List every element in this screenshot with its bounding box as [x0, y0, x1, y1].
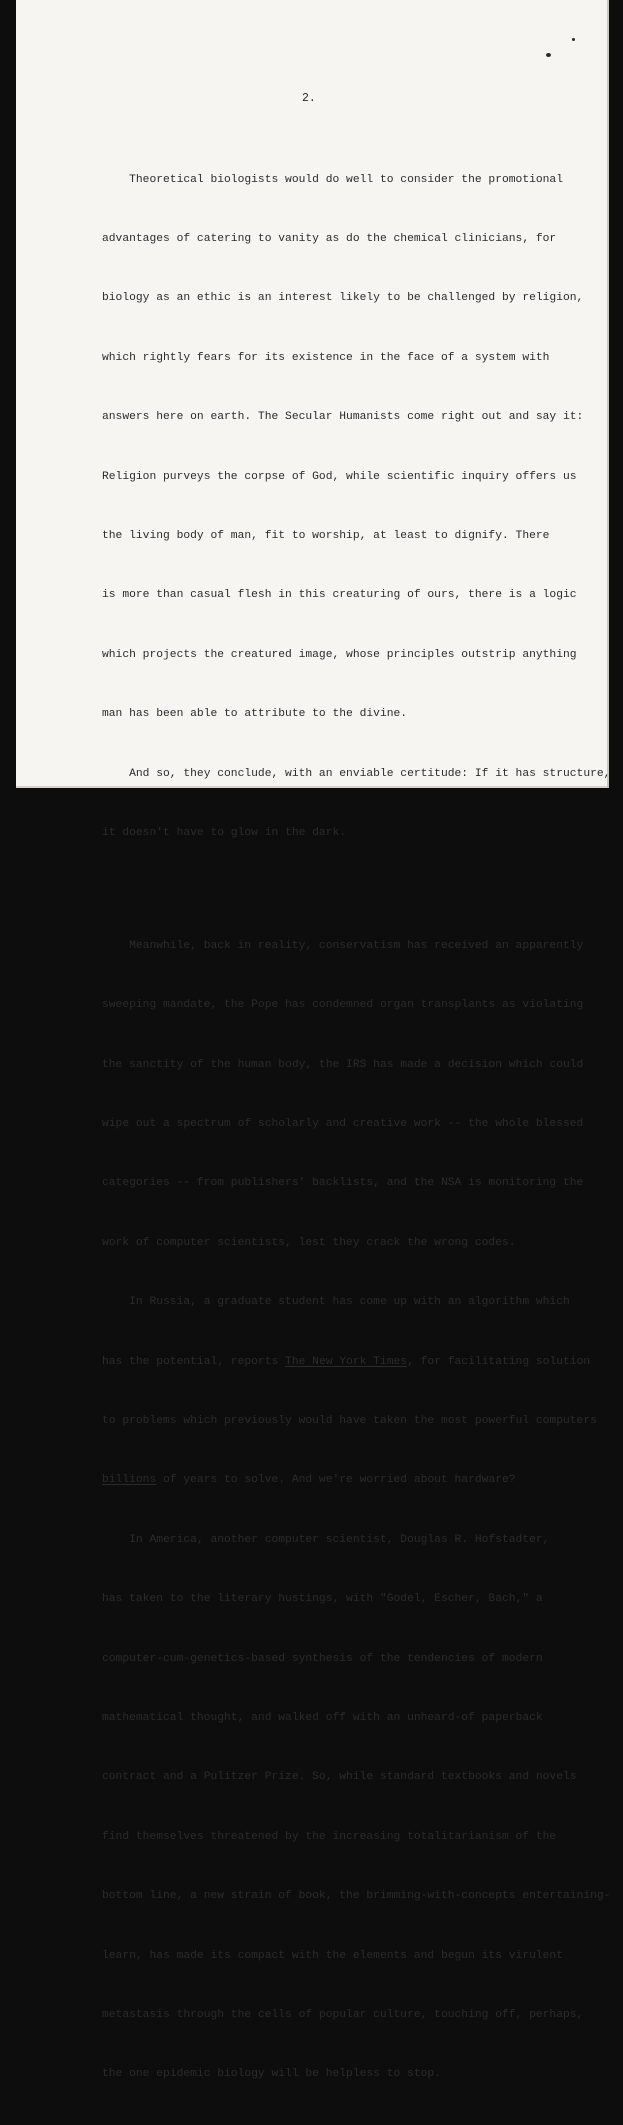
text-line: the sanctity of the human body, the IRS has made a decision which could — [102, 1058, 584, 1071]
text-line: And so, they conclude, with an enviable certitude: If it has structure, — [102, 767, 611, 780]
text-line: sweeping mandate, the Pope has condemned organ transplants as violating — [102, 999, 584, 1012]
text-line: Religion purveys the corpse of God, while scientific inquiry offers us — [102, 470, 577, 483]
text-line: Meanwhile, back in reality, conservatism has received an apparently — [102, 939, 584, 952]
text-line: has taken to the literary hustings, with "Godel, Escher, Bach," a — [102, 1593, 543, 1606]
text-line: categories -- from publishers' backlists, and the NSA is monitoring the — [102, 1177, 584, 1190]
text-line: find themselves threatened by the increasing totalitarianism of the — [102, 1830, 557, 1843]
text-line: it doesn't have to glow in the dark. — [102, 826, 347, 839]
text-line: answers here on earth. The Secular Humanists come right out and say it: — [102, 411, 584, 424]
text-line: In America, another computer scientist, Douglas R. Hofstadter, — [102, 1533, 550, 1546]
text-line: to problems which previously would have taken the most powerful computers — [102, 1415, 597, 1427]
text-line: mathematical thought, and walked off with an unheard-of paperback — [102, 1711, 543, 1724]
text-run: of years to solve. And we're worried about hardware? — [156, 1474, 516, 1487]
ink-speck — [572, 38, 575, 41]
page-number: 2. — [302, 92, 316, 105]
document-page — [16, 0, 611, 2081]
text-line: metastasis through the cells of popular culture, touching off, perhaps, — [102, 2008, 584, 2021]
text-line: In Russia, a graduate student has come up with an algorithm which — [102, 1296, 570, 1309]
text-line: man has been able to attribute to the divine. — [102, 708, 408, 721]
paragraph-gap — [102, 883, 562, 897]
text-line: advantages of catering to vanity as do the chemical clinicians, for — [102, 232, 557, 245]
text-line — [102, 1353, 591, 1373]
ink-speck — [546, 53, 551, 57]
text-line: biology as an ethic is an interest likely to be challenged by religion, — [102, 292, 584, 305]
text-line: contract and a Pulitzer Prize. So, while standard textbooks and novels — [102, 1771, 577, 1784]
text-line: bottom line, a new strain of book, the brimming-with-concepts entertaining- — [102, 1890, 611, 1903]
underlined-word: billions — [102, 1474, 157, 1487]
text-line: is more than casual flesh in this creaturing of ours, there is a logic — [102, 589, 577, 602]
text-line: which projects the creatured image, whose principles outstrip anything — [102, 648, 577, 661]
text-line: wipe out a spectrum of scholarly and creative work -- the whole blessed — [102, 1118, 584, 1131]
text-line: the living body of man, fit to worship, at least to dignify. There — [102, 529, 550, 542]
text-run: , for facilitating solution — [407, 1355, 591, 1368]
text-line: Theoretical biologists would do well to consider the promotional — [102, 173, 563, 186]
text-line: computer-cum-genetics-based synthesis of the tendencies of modern — [102, 1652, 543, 1665]
text-line: which rightly fears for its existence in the face of a system with — [102, 351, 550, 364]
document-body — [102, 131, 611, 2125]
text-run: has the potential, reports — [102, 1355, 286, 1368]
text-line: learn, has made its compact with the elements and begun its virulent — [102, 1949, 563, 1962]
text-line — [102, 1471, 562, 1491]
text-line: the one epidemic biology will be helpless to stop. — [102, 2068, 441, 2081]
text-line: work of computer scientists, lest they crack the wrong codes. — [102, 1236, 516, 1249]
underlined-title: The New York Times — [285, 1355, 408, 1368]
